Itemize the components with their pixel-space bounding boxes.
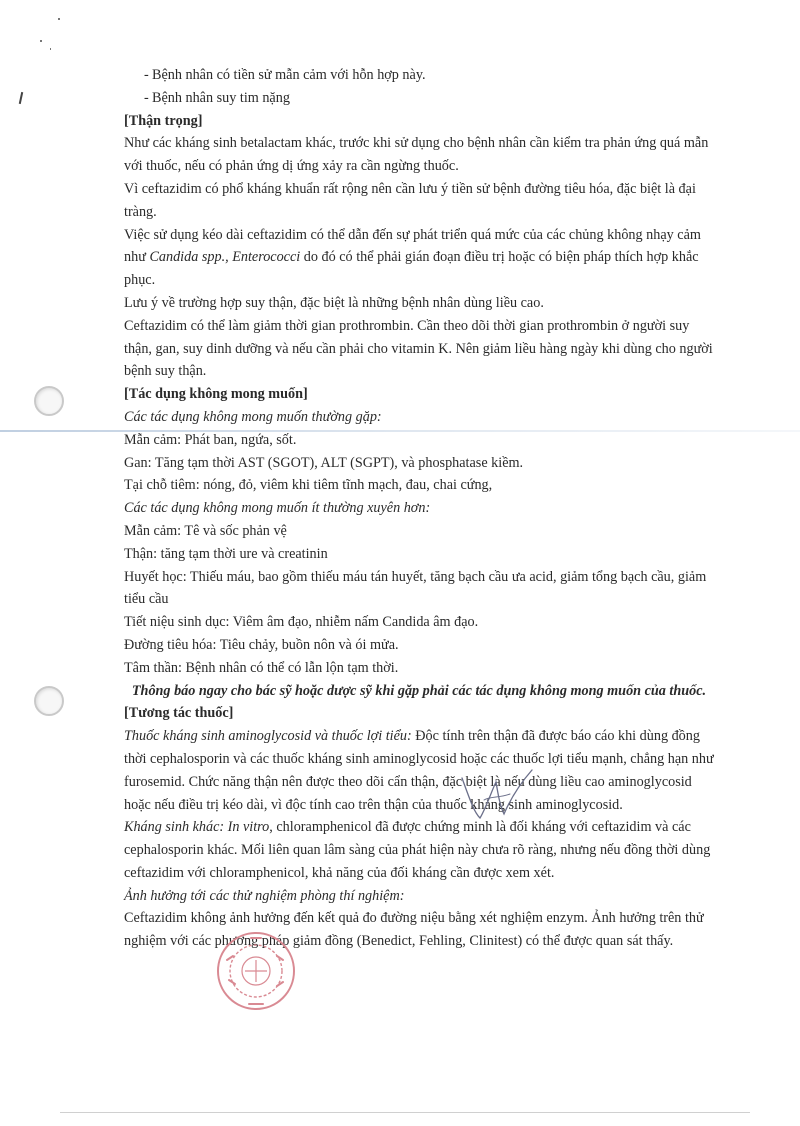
other-antibiotics-label: Kháng sinh khác: [124, 819, 225, 836]
precaution-paragraph: Vì ceftazidim có phổ kháng khuẩn rất rộng nên cần lưu ý tiền sử bệnh đường tiêu hóa, đặc biệt là đại tràng. [124, 180, 696, 220]
binder-punch-hole-icon [34, 686, 64, 716]
adverse-effect-item: Mẫn cảm: Phát ban, ngứa, sốt. [124, 431, 297, 448]
red-circular-stamp-icon [215, 930, 297, 1012]
adverse-effect-item: Thận: tăng tạm thời ure và creatinin [124, 545, 328, 562]
document-body [124, 64, 714, 953]
scan-speck [40, 40, 42, 42]
adverse-effect-item: Đường tiêu hóa: Tiêu chảy, buồn nôn và ói mửa. [124, 636, 399, 653]
adverse-effect-item: Gan: Tăng tạm thời AST (SGOT), ALT (SGPT), và phosphatase kiềm. [124, 454, 524, 471]
precaution-paragraph: Lưu ý về trường hợp suy thận, đặc biệt là những bệnh nhân dùng liều cao. [124, 294, 544, 311]
scan-speck [50, 48, 51, 50]
interactions-heading: [Tương tác thuốc] [124, 705, 234, 722]
adverse-effect-item: Tại chỗ tiêm: nóng, đỏ, viêm khi tiêm tĩnh mạch, đau, chai cứng, [124, 477, 493, 494]
binder-punch-hole-icon [34, 386, 64, 416]
lab-tests-title: Ảnh hưởng tới các thử nghiệm phòng thí nghiệm: [124, 887, 405, 904]
interaction-paragraph: Kháng sinh khác: In vitro, chloramphenicol đã được chứng minh là đối kháng với ceftazidim và các cephalosporin khác. Mối liên quan lâm sàng của phát hiện này chưa rõ ràng, nhưng nếu đồng thời dùng ceftazidim với chloramphenicol, khả năng của đối kháng cần được xem xét. [124, 819, 711, 881]
handwritten-signature-icon [440, 760, 560, 830]
adverse-effect-item: Huyết học: Thiếu máu, bao gồm thiếu máu tán huyết, tăng bạch cầu ưa acid, giảm tổng bạch cầu, giảm tiểu cầu [124, 568, 707, 608]
precaution-paragraph: Việc sử dụng kéo dài ceftazidim có thể dẫn đến sự phát triển quá mức của các chủng không nhạy cảm như Candida spp., Enterococci do đó có thể phải gián đoạn điều trị hoặc có biện pháp thích hợp khắc phục. [124, 226, 701, 289]
scan-speck [19, 92, 23, 104]
in-vitro-label: In vitro [227, 819, 270, 836]
precautions-heading: [Thận trọng] [124, 112, 203, 129]
interaction-paragraph: Thuốc kháng sinh aminoglycosid và thuốc lợi tiểu: Độc tính trên thận đã được báo cáo khi dùng đồng thời cephalosporin và các thuốc kháng sinh aminoglycosid hoặc các thuốc lợi tiểu mạnh, chẳng hạn như furosemid. Chức năng thận nên được theo dõi cẩn thận, đặc biệt là nếu dùng liều cao aminoglycosid hoặc nếu điều trị kéo dài, vì độc tính cao trên thận của thuốc kháng sinh aminoglycosid. [124, 728, 714, 813]
precaution-paragraph: Ceftazidim có thể làm giảm thời gian prothrombin. Cần theo dõi thời gian prothrombin ở người suy thận, gan, suy dinh dưỡng và nếu cần phải cho vitamin K. Nên giảm liều hàng ngày khi dùng cho người bệnh suy thận. [124, 317, 713, 380]
adverse-effect-item: Mẫn cảm: Tê và sốc phản vệ [124, 522, 287, 539]
page-bottom-rule [60, 1112, 750, 1113]
uncommon-effects-title: Các tác dụng không mong muốn ít thường xuyên hơn: [124, 500, 431, 517]
adverse-effect-item: Tâm thần: Bệnh nhân có thể có lẫn lộn tạm thời. [124, 659, 399, 676]
common-effects-title: Các tác dụng không mong muốn thường gặp: [124, 408, 382, 425]
adverse-effect-item: Tiết niệu sinh dục: Viêm âm đạo, nhiễm nấm Candida âm đạo. [124, 614, 479, 631]
organisms-italic: Candida spp., Enterococci [149, 249, 301, 266]
scan-speck [58, 18, 60, 20]
adverse-effects-heading: [Tác dụng không mong muốn] [124, 386, 308, 403]
precaution-paragraph: Như các kháng sinh betalactam khác, trước khi sử dụng cho bệnh nhân cần kiểm tra phản ứng quá mẫn với thuốc, nếu có phản ứng dị ứng xảy ra cần ngừng thuốc. [124, 135, 709, 175]
aminoglycoside-label: Thuốc kháng sinh aminoglycosid và thuốc lợi tiểu: [124, 728, 412, 745]
contraindication-item: - Bệnh nhân có tiền sử mẫn cảm với hỗn hợp này. [144, 67, 426, 83]
contraindication-item: - Bệnh nhân suy tim nặng [144, 89, 290, 106]
lab-tests-paragraph: Ceftazidim không ảnh hưởng đến kết quả đo đường niệu bằng xét nghiệm enzym. Ảnh hưởng trên thử nghiệm với các phương pháp giảm đồng (Benedict, Fehling, Clinitest) có thể được quan sát thấy. [124, 910, 704, 950]
report-notice: Thông báo ngay cho bác sỹ hoặc dược sỹ khi gặp phải các tác dụng không mong muốn của thuốc. [131, 682, 707, 699]
